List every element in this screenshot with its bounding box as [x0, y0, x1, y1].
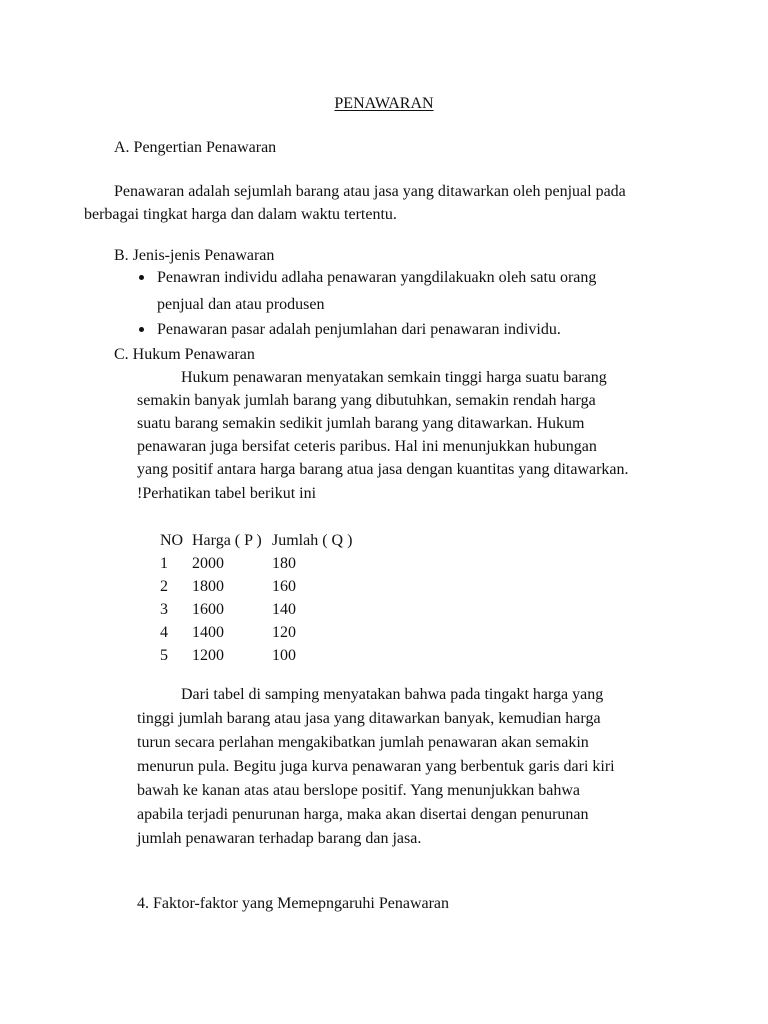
table-cell-jumlah: 160	[272, 578, 296, 595]
column-header-jumlah: Jumlah ( Q )	[272, 532, 353, 549]
section-c-line: suatu barang semakin sedikit jumlah barang yang ditawarkan. Hukum	[137, 415, 585, 432]
table-cell-no: 1	[160, 555, 168, 572]
column-header-no: NO	[160, 532, 184, 549]
section-c-line: penawaran juga bersifat ceteris paribus. Hal ini menunjukkan hubungan	[137, 438, 597, 455]
table-cell-harga: 1400	[192, 624, 224, 641]
price-quantity-table	[160, 531, 372, 669]
table-cell-no: 3	[160, 601, 168, 618]
table-cell-no: 5	[160, 647, 168, 664]
table-row	[160, 623, 372, 646]
table-cell-no: 2	[160, 578, 168, 595]
section-b-heading: B. Jenis-jenis Penawaran	[114, 247, 275, 264]
section-c-heading: C. Hukum Penawaran	[114, 346, 255, 363]
table-cell-harga: 1200	[192, 647, 224, 664]
explanation-line: turun secara perlahan mengakibatkan jumlah penawaran akan semakin	[137, 734, 589, 751]
section-c-line: Hukum penawaran menyatakan semkain tinggi harga suatu barang	[181, 369, 607, 386]
table-cell-harga: 1600	[192, 601, 224, 618]
section-c-line: semakin banyak jumlah barang yang dibutuhkan, semakin rendah harga	[137, 392, 596, 409]
table-cell-jumlah: 180	[272, 555, 296, 572]
page-title: PENAWARAN	[334, 95, 434, 112]
explanation-line: bawah ke kanan atas atau berslope positif. Yang menunjukkan bahwa	[137, 782, 580, 799]
section-b-bullet-1-line-1: Penawran individu adlaha penawaran yangdilakuakn oleh satu orang	[157, 269, 597, 286]
table-cell-harga: 2000	[192, 555, 224, 572]
section-a-heading: A. Pengertian Penawaran	[114, 139, 277, 156]
table-cell-no: 4	[160, 624, 168, 641]
table-row	[160, 646, 372, 669]
table-cell-harga: 1800	[192, 578, 224, 595]
table-cell-jumlah: 120	[272, 624, 296, 641]
explanation-line: apabila terjadi penurunan harga, maka akan disertai dengan penurunan	[137, 806, 589, 823]
section-a-paragraph-line-1: Penawaran adalah sejumlah barang atau jasa yang ditawarkan oleh penjual pada	[114, 183, 626, 200]
table-row	[160, 554, 372, 577]
bullet-icon	[139, 275, 144, 280]
table-cell-jumlah: 140	[272, 601, 296, 618]
explanation-line: jumlah penawaran terhadap barang dan jasa.	[137, 830, 422, 847]
column-header-harga: Harga ( P )	[192, 532, 262, 549]
table-row	[160, 600, 372, 623]
explanation-line: menurun pula. Begitu juga kurva penawaran yang berbentuk garis dari kiri	[137, 758, 615, 775]
table-header-row	[160, 531, 372, 554]
table-row	[160, 577, 372, 600]
section-c-line: yang positif antara harga barang atua jasa dengan kuantitas yang ditawarkan.	[137, 461, 629, 478]
explanation-line: Dari tabel di samping menyatakan bahwa pada tingakt harga yang	[181, 686, 604, 703]
section-a-paragraph-line-2: berbagai tingkat harga dan dalam waktu tertentu.	[84, 206, 397, 223]
section-b-bullet-2: Penawaran pasar adalah penjumlahan dari penawaran individu.	[157, 321, 561, 338]
explanation-line: tinggi jumlah barang atau jasa yang ditawarkan banyak, kemudian harga	[137, 710, 601, 727]
bullet-icon	[139, 327, 144, 332]
section-b-bullet-1-line-2: penjual dan atau produsen	[157, 296, 325, 313]
table-cell-jumlah: 100	[272, 647, 296, 664]
section-c-line: !Perhatikan tabel berikut ini	[137, 485, 317, 502]
section-4-heading: 4. Faktor-faktor yang Memepngaruhi Penawaran	[137, 895, 450, 912]
